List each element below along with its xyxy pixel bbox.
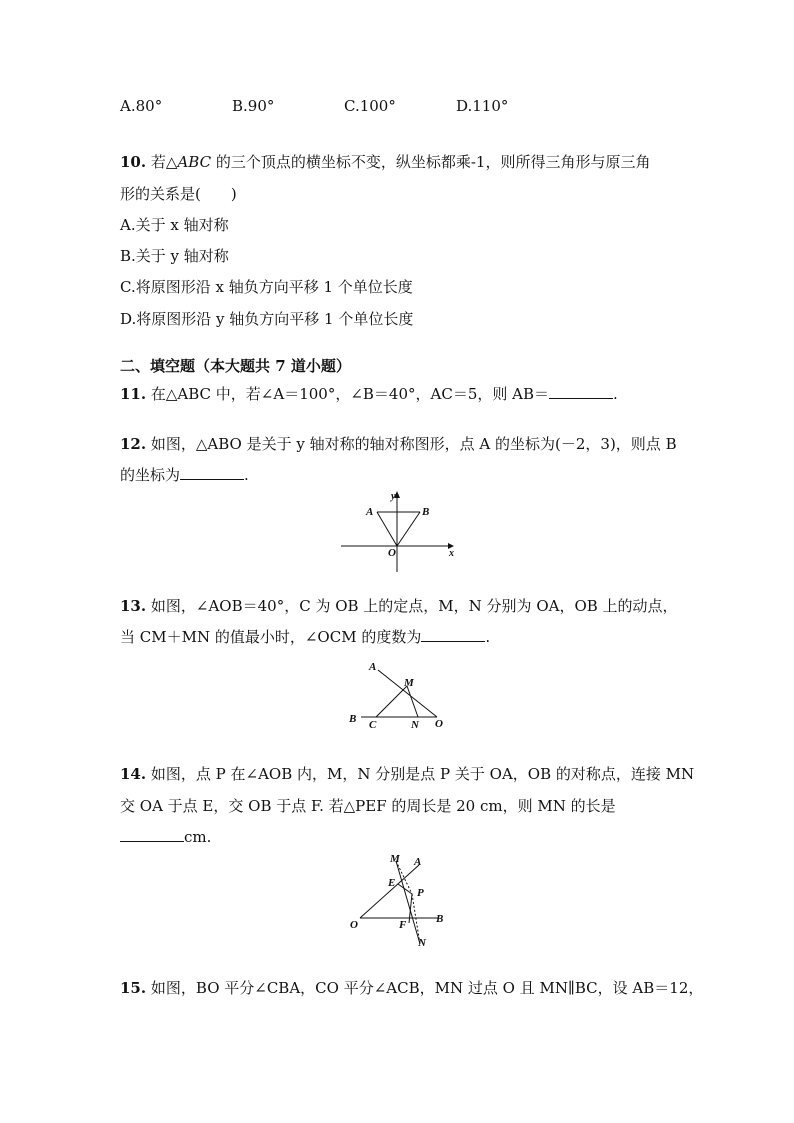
q15-text: 如图，BO 平分∠CBA，CO 平分∠ACB，MN 过点 O 且 MN∥BC，设 AB＝12，	[150, 979, 704, 997]
q14-answer-blank[interactable]	[120, 827, 184, 842]
q14-label-n: N	[418, 937, 426, 949]
q12-line2	[120, 465, 249, 485]
q10-stem-a: 若△	[150, 153, 178, 171]
q10-stem-b: ABC	[177, 153, 212, 171]
q14-line3	[120, 827, 211, 847]
q13-label-m: M	[404, 677, 414, 689]
q13-line2	[120, 627, 490, 647]
q13-line1	[120, 596, 678, 616]
q14-text1: 如图，点 P 在∠AOB 内，M，N 分别是点 P 关于 OA，OB 的对称点，连接 MN	[150, 765, 695, 783]
q14-line1	[120, 764, 694, 784]
q14-label-b: B	[436, 913, 444, 925]
q13-number: 13.	[120, 597, 147, 615]
q10-option-b: B.关于 y 轴对称	[120, 247, 229, 265]
q13-answer-blank[interactable]	[421, 627, 485, 642]
q9-option-c: C.100°	[344, 97, 396, 115]
q9-option-a: A.80°	[120, 97, 163, 115]
q12-number: 12.	[120, 435, 147, 453]
q13-end: .	[485, 628, 491, 646]
q12-label-y: y	[391, 491, 396, 502]
q10-stem-line1	[120, 152, 650, 172]
q11-number: 11.	[120, 385, 147, 403]
q11-end: .	[613, 385, 618, 403]
q10-number: 10.	[120, 153, 147, 171]
q10-stem-c: 的三个顶点的横坐标不变，纵坐标都乘-1，则所得三角形与原三角	[211, 153, 651, 171]
q11	[120, 384, 618, 404]
q9-option-b: B.90°	[232, 97, 275, 115]
q13-label-o: O	[435, 718, 443, 730]
q11-answer-blank[interactable]	[549, 384, 613, 399]
q10-option-c: C.将原图形沿 x 轴负方向平移 1 个单位长度	[120, 278, 413, 296]
q14-unit: cm.	[184, 828, 212, 846]
q12-end: .	[244, 466, 249, 484]
q14-label-m: M	[390, 853, 400, 865]
q14-label-f: F	[399, 919, 407, 931]
q14-label-e: E	[388, 877, 396, 889]
q12-label-o: O	[388, 547, 396, 559]
q14-line2: 交 OA 于点 E，交 OB 于点 F. 若△PEF 的周长是 20 cm，则 MN 的长是	[120, 797, 616, 815]
q14-label-o: O	[350, 919, 358, 931]
q13-label-n: N	[411, 719, 419, 731]
q13-figure	[340, 656, 452, 732]
q12-text2: 的坐标为	[120, 466, 181, 484]
q15-number: 15.	[120, 979, 147, 997]
q13-label-c: C	[369, 719, 377, 731]
q12-label-x: x	[449, 548, 454, 559]
q10-option-a: A.关于 x 轴对称	[120, 216, 229, 234]
q12-label-b: B	[422, 506, 430, 518]
q12-answer-blank[interactable]	[180, 465, 244, 480]
q15-line1	[120, 978, 703, 998]
q12-figure	[336, 486, 460, 574]
q10-option-d: D.将原图形沿 y 轴负方向平移 1 个单位长度	[120, 310, 414, 328]
q13-text2: 当 CM＋MN 的值最小时，∠OCM 的度数为	[120, 628, 422, 646]
q9-option-d: D.110°	[456, 97, 509, 115]
section-heading: 二、填空题（本大题共 7 道小题）	[120, 357, 351, 375]
q11-text: 在△ABC 中，若∠A＝100°，∠B＝40°，AC＝5，则 AB＝	[150, 385, 549, 403]
q12-line1	[120, 434, 677, 454]
q13-label-b: B	[349, 713, 357, 725]
q14-label-p: P	[417, 887, 424, 899]
q10-stem-line2: 形的关系是( )	[120, 185, 237, 203]
q13-label-a: A	[369, 661, 377, 673]
q14-number: 14.	[120, 765, 147, 783]
q14-figure	[344, 848, 452, 950]
q13-text1: 如图，∠AOB＝40°，C 为 OB 上的定点，M，N 分别为 OA，OB 上的动点，	[150, 597, 678, 615]
q12-label-a: A	[366, 506, 374, 518]
q14-label-a: A	[414, 856, 422, 868]
q12-text1: 如图，△ABO 是关于 y 轴对称的轴对称图形，点 A 的坐标为(－2，3)，则点 B	[150, 435, 677, 453]
